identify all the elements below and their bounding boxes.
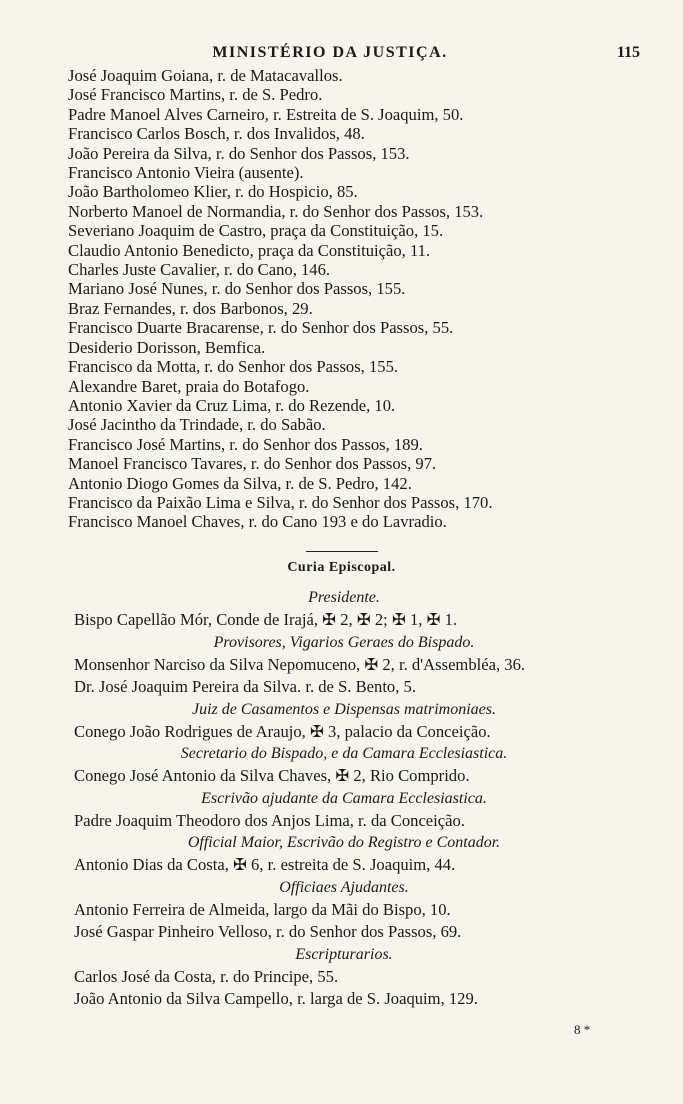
names-list [68, 66, 648, 532]
list-item: Conego João Rodrigues de Araujo, ✠ 3, palacio da Conceição. [74, 721, 491, 741]
list-item: Claudio Antonio Benedicto, praça da Constituição, 11. [68, 240, 431, 260]
list-item: Charles Juste Cavalier, r. do Cano, 146. [68, 260, 331, 280]
list-item: Francisco José Martins, r. do Senhor dos Passos, 189. [68, 434, 423, 454]
role-title: Escrivão ajudante da Camara Ecclesiastica. [201, 789, 487, 807]
list-item: Antonio Diogo Gomes da Silva, r. de S. Pedro, 142. [68, 473, 412, 493]
role-title: Provisores, Vigarios Geraes do Bispado. [213, 633, 475, 651]
list-item: Padre Manoel Alves Carneiro, r. Estreita de S. Joaquim, 50. [68, 104, 464, 124]
list-item: Carlos José da Costa, r. do Principe, 55. [74, 966, 339, 986]
section-divider [306, 551, 378, 552]
list-item: João Bartholomeo Klier, r. do Hospicio, 85. [68, 182, 358, 202]
list-item: Desiderio Dorisson, Bemfica. [68, 337, 266, 357]
curia-section [74, 587, 654, 1011]
list-item: João Pereira da Silva, r. do Senhor dos Passos, 153. [68, 143, 410, 163]
page-number: 115 [616, 44, 640, 61]
list-item: Severiano Joaquim de Castro, praça da Constituição, 15. [68, 221, 444, 241]
role-title: Presidente. [308, 589, 380, 606]
role-title: Officiaes Ajudantes. [279, 878, 409, 896]
role-title: Official Maior, Escrivão do Registro e Contador. [187, 834, 501, 851]
list-item: Francisco da Motta, r. do Senhor dos Passos, 155. [68, 357, 399, 377]
list-item: Braz Fernandes, r. dos Barbonos, 29. [68, 298, 313, 318]
list-item: José Francisco Martins, r. de S. Pedro. [68, 85, 323, 105]
list-item: Padre Joaquim Theodoro dos Anjos Lima, r. da Conceição. [74, 810, 465, 830]
list-item: Francisco Manoel Chaves, r. do Cano 193 e do Lavradio. [68, 512, 447, 532]
page-title: MINISTÉRIO DA JUSTIÇA. [212, 44, 448, 61]
list-item: João Antonio da Silva Campello, r. larga de S. Joaquim, 129. [74, 989, 478, 1008]
role-title: Juiz de Casamentos e Dispensas matrimoniaes. [192, 700, 496, 718]
list-item: Mariano José Nunes, r. do Senhor dos Passos, 155. [68, 279, 406, 299]
list-item: Antonio Xavier da Cruz Lima, r. do Rezende, 10. [68, 395, 396, 415]
list-item: José Jacintho da Trindade, r. do Sabão. [68, 415, 326, 435]
list-item: Alexandre Baret, praia do Botafogo. [68, 376, 310, 396]
section-heading: Curia Episcopal. [287, 560, 396, 575]
list-item: Bispo Capellão Mór, Conde de Irajá, ✠ 2, ✠ 2; ✠ 1, ✠ 1. [74, 610, 458, 629]
list-item: Francisco Duarte Bracarense, r. do Senhor dos Passos, 55. [68, 318, 454, 338]
list-item: Francisco da Paixão Lima e Silva, r. do Senhor dos Passos, 170. [68, 492, 493, 512]
list-item: Conego José Antonio da Silva Chaves, ✠ 2, Rio Comprido. [74, 766, 470, 785]
role-title: Escripturarios. [295, 945, 393, 963]
role-title: Secretario do Bispado, e da Camara Ecclesiastica. [180, 745, 508, 762]
list-item: Francisco Carlos Bosch, r. dos Invalidos, 48. [68, 124, 365, 144]
list-item: Manoel Francisco Tavares, r. do Senhor dos Passos, 97. [68, 454, 437, 474]
page-header [60, 44, 640, 68]
list-item: José Gaspar Pinheiro Velloso, r. do Senhor dos Passos, 69. [74, 922, 462, 941]
list-item: José Joaquim Goiana, r. de Matacavallos. [68, 66, 343, 85]
signature-mark: 8 * [574, 1022, 591, 1037]
list-item: Francisco Antonio Vieira (ausente). [68, 163, 304, 183]
list-item: Antonio Dias da Costa, ✠ 6, r. estreita de S. Joaquim, 44. [74, 855, 456, 874]
list-item: Norberto Manoel de Normandia, r. do Senhor dos Passos, 153. [68, 201, 484, 221]
list-item: Dr. José Joaquim Pereira da Silva. r. de S. Bento, 5. [74, 677, 416, 696]
list-item: Monsenhor Narciso da Silva Nepomuceno, ✠ 2, r. d'Assembléa, 36. [74, 654, 526, 674]
list-item: Antonio Ferreira de Almeida, largo da Mãi do Bispo, 10. [74, 899, 451, 919]
